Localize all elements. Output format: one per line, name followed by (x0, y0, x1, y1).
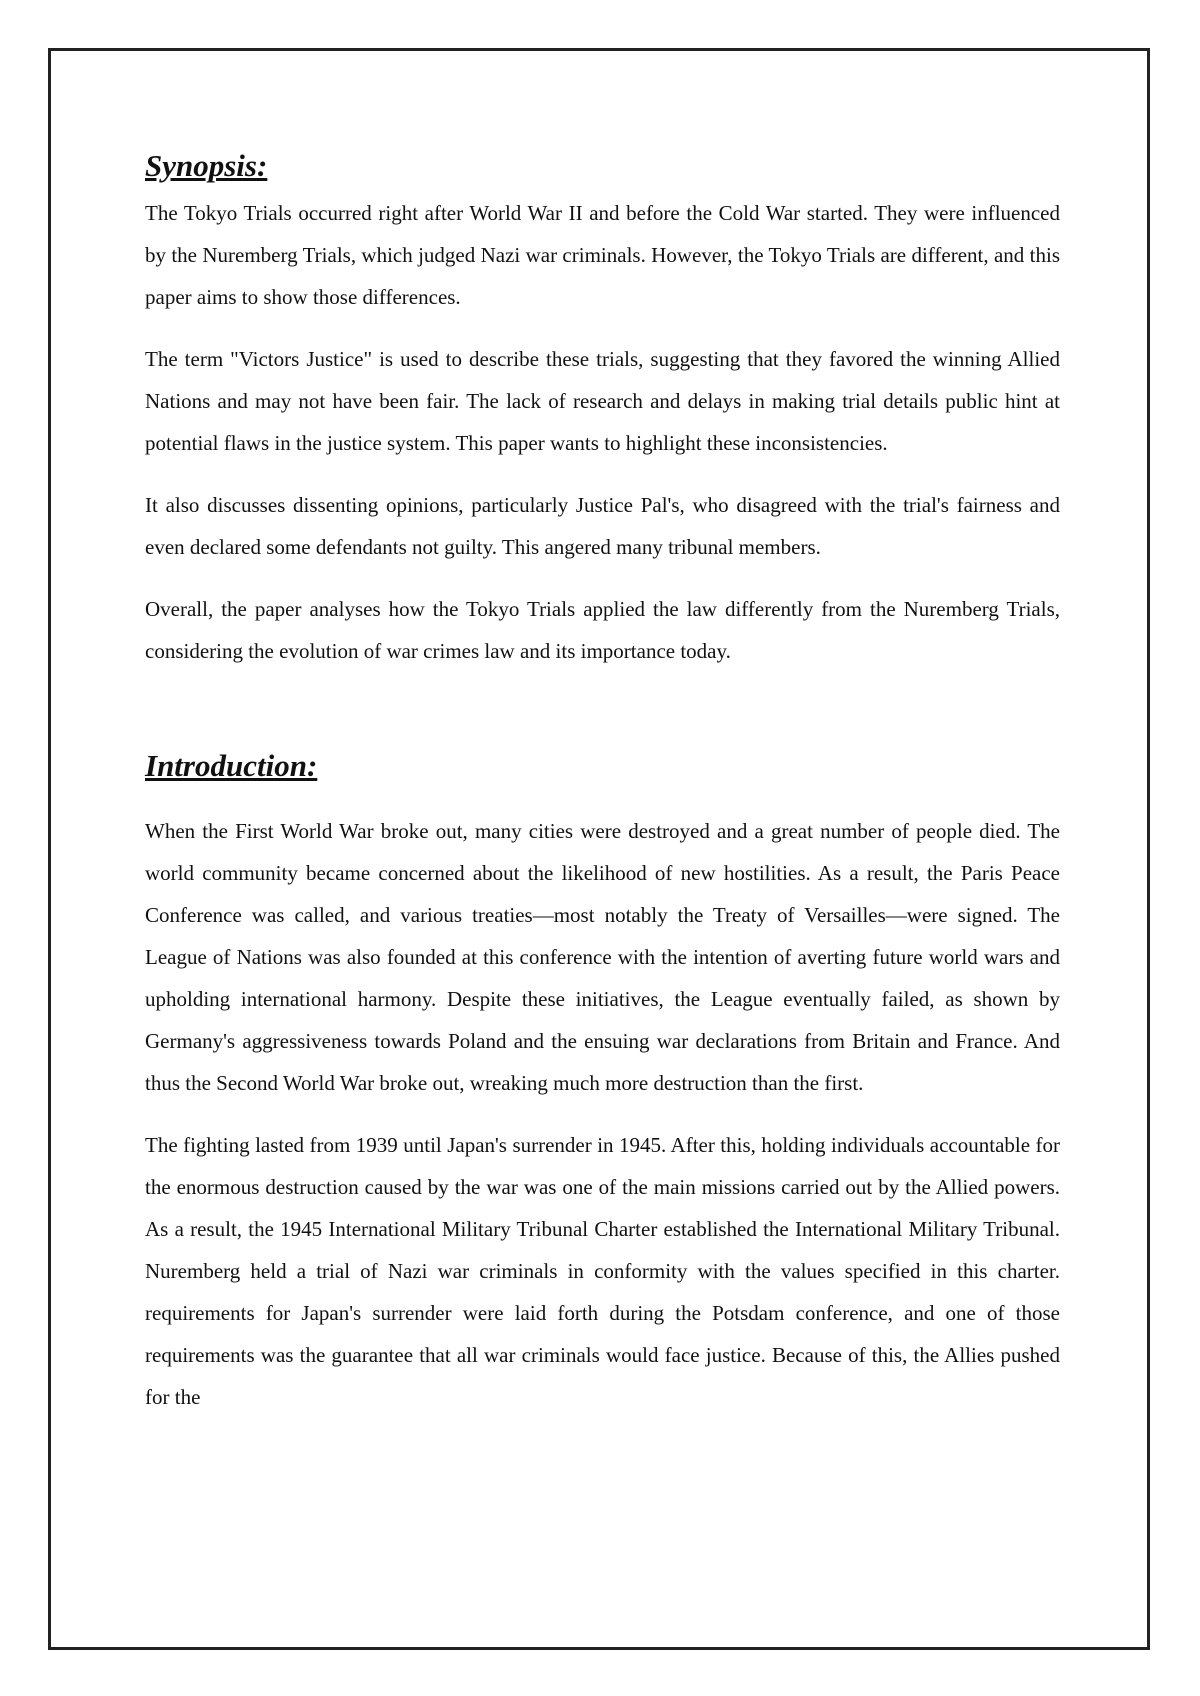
synopsis-paragraph: The term "Victors Justice" is used to describe these trials, suggesting that they favored the winning Allied Nations and may not have been fair. The lack of research and delays in making trial details public hint at potential flaws in the justice system. This paper wants to highlight these inconsistencies. (145, 347, 1060, 455)
synopsis-paragraph: It also discusses dissenting opinions, particularly Justice Pal's, who disagreed with the trial's fairness and even declared some defendants not guilty. This angered many tribunal members. (145, 493, 1060, 559)
introduction-heading: Introduction: (145, 748, 318, 783)
synopsis-heading: Synopsis: (145, 148, 268, 183)
introduction-paragraph: When the First World War broke out, many cities were destroyed and a great number of people died. The world community became concerned about the likelihood of new hostilities. As a result, the Paris Peace Conference was called, and various treaties—most notably the Treaty of Versailles—were signed. The League of Nations was also founded at this conference with the intention of averting future world wars and upholding international harmony. Despite these initiatives, the League eventually failed, as shown by Germany's aggressiveness towards Poland and the ensuing war declarations from Britain and France. And thus the Second World War broke out, wreaking much more destruction than the first. (145, 819, 1060, 1095)
synopsis-section (145, 148, 1060, 672)
synopsis-paragraph: The Tokyo Trials occurred right after World War II and before the Cold War started. They were influenced by the Nuremberg Trials, which judged Nazi war criminals. However, the Tokyo Trials are different, and this paper aims to show those differences. (145, 201, 1060, 309)
synopsis-paragraph: Overall, the paper analyses how the Tokyo Trials applied the law differently from the Nuremberg Trials, considering the evolution of war crimes law and its importance today. (145, 597, 1060, 663)
introduction-section (145, 748, 1060, 1418)
introduction-paragraph: The fighting lasted from 1939 until Japan's surrender in 1945. After this, holding individuals accountable for the enormous destruction caused by the war was one of the main missions carried out by the Allied powers. As a result, the 1945 International Military Tribunal Charter established the International Military Tribunal. Nuremberg held a trial of Nazi war criminals in conformity with the values specified in this charter. requirements for Japan's surrender were laid forth during the Potsdam conference, and one of those requirements was the guarantee that all war criminals would face justice. Because of this, the Allies pushed for the (145, 1133, 1060, 1409)
document-body (145, 148, 1060, 1418)
